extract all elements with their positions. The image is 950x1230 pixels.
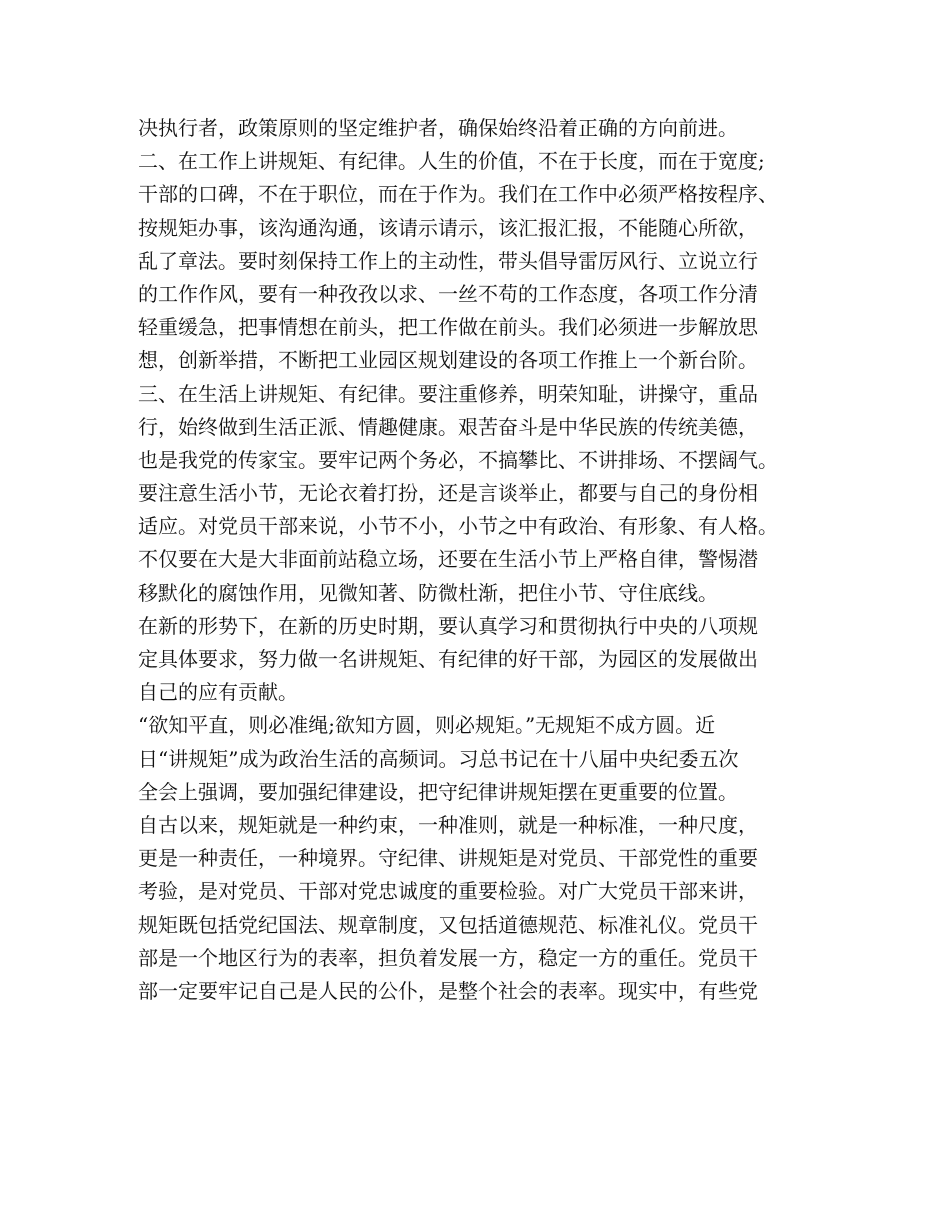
- text-line: 决执行者，政策原则的坚定维护者，确保始终沿着正确的方向前进。: [138, 116, 738, 140]
- text-line: 移默化的腐蚀作用，见微知著、防微杜渐，把住小节、守住底线。: [138, 580, 718, 605]
- text-line: 自古以来，规矩就是一种约束，一种准则，就是一种标准，一种尺度，: [138, 812, 758, 837]
- text-line: 行，始终做到生活正派、情趣健康。艰苦奋斗是中华民族的传统美德，: [138, 414, 758, 439]
- text-line: 部是一个地区行为的表率，担负着发展一方，稳定一方的重任。党员干: [138, 945, 758, 970]
- text-line: 按规矩办事，该沟通沟通，该请示请示，该汇报汇报，不能随心所欲，: [138, 215, 758, 240]
- text-line: 要注意生活小节，无论衣着打扮，还是言谈举止，都要与自己的身份相: [138, 481, 758, 506]
- body-text: [138, 112, 838, 1008]
- text-line: 定具体要求，努力做一名讲规矩、有纪律的好干部，为园区的发展做出: [138, 647, 758, 671]
- text-line: 自己的应有贡献。: [138, 680, 298, 705]
- text-line: 考验，是对党员、干部对党忠诚度的重要检验。对广大党员干部来讲，: [138, 879, 758, 904]
- text-line: 全会上强调，要加强纪律建设，把守纪律讲规矩摆在更重要的位置。: [138, 779, 738, 804]
- text-line: “欲知平直，则必准绳;欲知方圆，则必规矩。”无规矩不成方圆。近: [138, 713, 716, 738]
- text-line: 干部的口碑，不在于职位，而在于作为。我们在工作中必须严格按程序、: [138, 182, 778, 207]
- text-line: 在新的形势下，在新的历史时期，要认真学习和贯彻执行中央的八项规: [138, 613, 758, 638]
- text-line: 三、在生活上讲规矩、有纪律。要注重修养，明荣知耻，讲操守，重品: [138, 381, 758, 406]
- text-line: 更是一种责任，一种境界。守纪律、讲规矩是对党员、干部党性的重要: [138, 846, 758, 871]
- text-line: 的工作作风，要有一种孜孜以求、一丝不苟的工作态度，各项工作分清: [138, 281, 758, 306]
- text-line: 乱了章法。要时刻保持工作上的主动性，带头倡导雷厉风行、立说立行: [138, 248, 758, 273]
- text-line: 日“讲规矩”成为政治生活的高频词。习总书记在十八届中央纪委五次: [138, 746, 739, 771]
- text-line: 轻重缓急，把事情想在前头，把工作做在前头。我们必须进一步解放思: [138, 315, 758, 340]
- text-line: 规矩既包括党纪国法、规章制度，又包括道德规范、标准礼仪。党员干: [138, 912, 758, 937]
- text-line: 不仅要在大是大非面前站稳立场，还要在生活小节上严格自律，警惕潜: [138, 547, 758, 572]
- text-line: 适应。对党员干部来说，小节不小，小节之中有政治、有形象、有人格。: [138, 514, 778, 539]
- text-line: 也是我党的传家宝。要牢记两个务必，不搞攀比、不讲排场、不摆阔气。: [138, 447, 778, 472]
- text-line: 二、在工作上讲规矩、有纪律。人生的价值，不在于长度，而在于宽度;: [138, 149, 765, 174]
- text-line: 部一定要牢记自己是人民的公仆，是整个社会的表率。现实中，有些党: [138, 978, 758, 1003]
- text-line: 想，创新举措，不断把工业园区规划建设的各项工作推上一个新台阶。: [138, 348, 758, 373]
